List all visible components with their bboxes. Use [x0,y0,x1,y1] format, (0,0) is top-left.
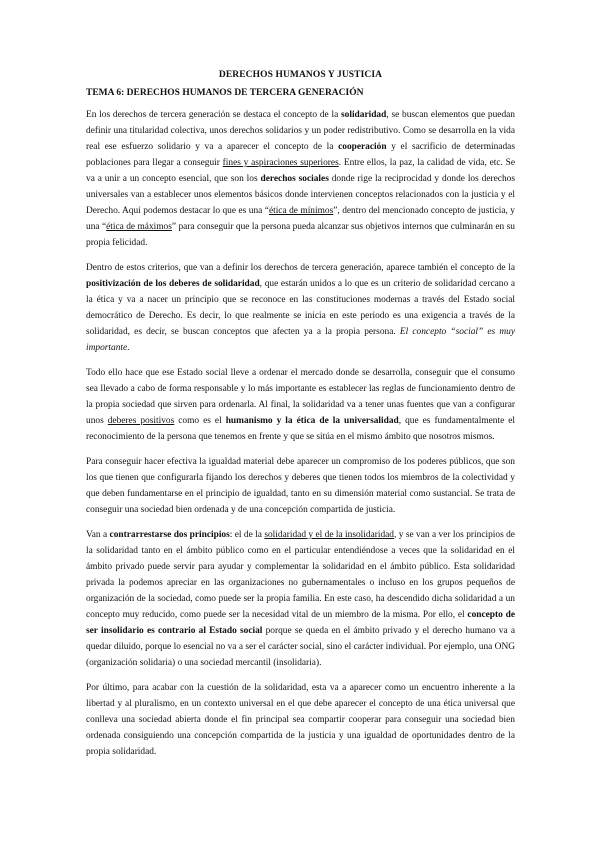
underlined-text: fines y aspiraciones superiores [222,158,339,168]
underlined-text: ética de máximos [106,222,172,232]
bold-text: positivización de los deberes de solidaridad [86,279,260,289]
text-run: , se buscan elementos que puedan definir una titularidad colectiva, unos derechos solidarios y un poder redistributivo. Como se desarrolla en la vida real ese esfuerzo solidario y va a aparecer el concepto de la [86,110,515,152]
paragraph [86,680,515,760]
text-run: donde rige la reciprocidad y donde los derechos universales van a establecer unos elementos básicos donde intervienen conceptos relacionados con la justicia y el Derecho. Aquí podemos destacar lo que es una “ [86,174,515,216]
italic-text: El concepto “social” es muy importante [86,327,515,353]
text-run: y el sacrificio de determinadas poblaciones para llegar a conseguir [86,142,515,168]
bold-text: concepto de ser insolidario es contrario al Estado social [86,610,515,636]
text-run: porque se queda en el ámbito privado y el derecho humano va a quedar diluido, porque lo esencial no va a ser el carácter social, sino el carácter individual. Por ejemplo, una ONG (organización solidaria) o una sociedad mercantil (insolidaria). [86,626,515,668]
text-run: Todo ello hace que ese Estado social lleve a ordenar el mercado donde se desarrolla, conseguir que el consumo sea llevado a cabo de forma responsable y lo más importante es establecer las reglas de funcionamiento dentro de la propia sociedad que sirven para ordenarla. Al final, la solidaridad va a tener unas fuentes que van a configurar unos [86,368,515,426]
paragraph [86,454,515,518]
section-heading: TEMA 6: DERECHOS HUMANOS DE TERCERA GENERACIÓN [86,88,364,98]
document-page [86,70,515,769]
paragraph [86,107,515,251]
document-title: DERECHOS HUMANOS Y JUSTICIA [218,70,383,80]
text-run: , que estarán unidos a lo que es un criterio de solidaridad cercano a la ética y va a nacer un principio que se reconoce en las constituciones modernas a través del Estado social democrático de Derecho. Es decir, lo que realmente se inicia en este periodo es una exigencia a través de la solidaridad, es decir, se buscan conceptos que afecten ya a la propia persona. [86,279,515,337]
text-run: . Entre ellos, la paz, la calidad de vida, etc. Se va a unir a un concepto esencial, que son los [86,158,515,184]
underlined-text: ética de mínimos [268,206,334,216]
bold-text: cooperación [338,142,387,152]
text-run: Para conseguir hacer efectiva la igualdad material debe aparecer un compromiso de los poderes públicos, que son los que tienen que configurarla fijando los derechos y deberes que tienen todos los miembros de la colectividad y que deben fundamentarse en el principio de igualdad, tanto en su dimensión material como sustancial. Se trata de conseguir una sociedad bien ordenada y de una concepción compartida de justicia. [86,457,515,515]
text-run: En los derechos de tercera generación se destaca el concepto de la [86,110,341,120]
text-run: , que es fundamentalmente el reconocimiento de la persona que tenemos en frente y que se sitúa en el mismo ámbito que nosotros mismos. [86,416,516,442]
bold-text: solidaridad [341,110,387,120]
text-run: . [127,343,130,353]
document-body [86,107,515,760]
text-run: como es el [174,416,226,426]
underlined-text: solidaridad y el de la insolidaridad [264,530,394,540]
bold-text: derechos sociales [260,174,329,184]
text-run: ” para conseguir que la persona pueda alcanzar sus objetivos internos que culminarán en su propia felicidad. [86,222,515,248]
text-run: ”, dentro del mencionado concepto de justicia, y una “ [86,206,515,232]
bold-text: humanismo y la ética de la universalidad [225,416,399,426]
text-run: Dentro de estos criterios, que van a definir los derechos de tercera generación, aparece también el concepto de la [86,263,515,273]
underlined-text: deberes positivos [107,416,175,426]
text-run: , y se van a ver los principios de la solidaridad tanto en el ámbito público como en el particular entendiéndose a veces que la solidaridad en el ámbito privado puede servir para ayudar y complementar la solidaridad en el ámbito público. Esta solidaridad privada la podemos apreciar en las organizaciones no gubernamentales o incluso en los grupos pequeños de organización de la sociedad, como puede ser la propia familia. En este caso, ha descendido dicha solidaridad a un concepto muy reducido, como puede ser la necesidad vital de un miembro de la misma. Por ello, el [86,530,515,620]
bold-text: contrarrestarse dos principios [109,530,230,540]
paragraph [86,260,515,356]
text-run: Van a [86,530,110,540]
paragraph [86,365,515,445]
text-run: Por último, para acabar con la cuestión de la solidaridad, esta va a aparecer como un encuentro inherente a la libertad y al pluralismo, en un contexto universal en el que debe aparecer el concepto de una ética universal que conlleva una sociedad abierta donde el fin principal sea compartir cooperar para conseguir una sociedad bien ordenada consiguiendo una concepción compartida de la justicia y una igualdad de oportunidades dentro de la propia solidaridad. [86,683,515,757]
text-run: : el de la [229,530,265,540]
paragraph [86,527,515,671]
